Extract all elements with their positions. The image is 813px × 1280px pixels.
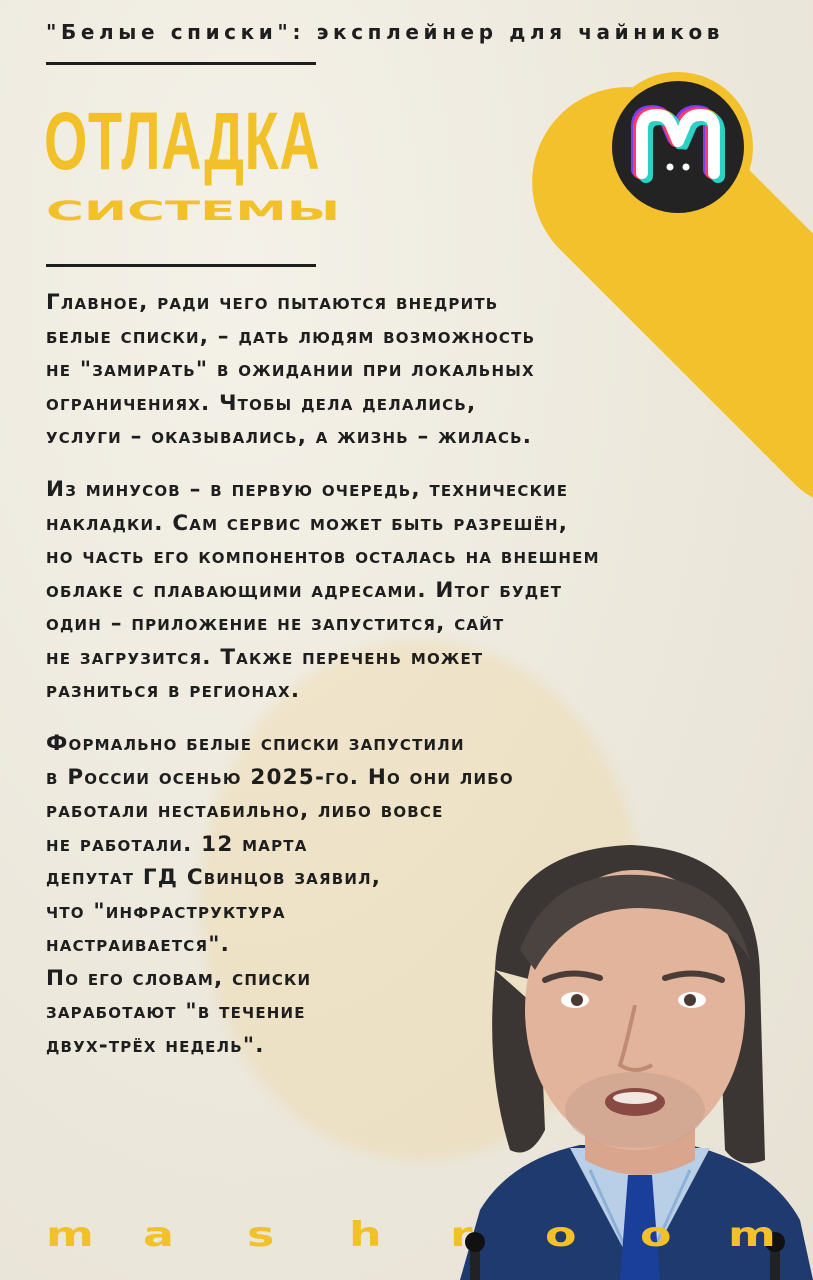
text-line: Главное, ради чего пытаются внедрить bbox=[46, 290, 499, 315]
text-line: разниться в регионах. bbox=[46, 678, 301, 703]
footer-letter: m bbox=[728, 1215, 776, 1255]
footer-letter: o bbox=[545, 1215, 577, 1255]
text-line: ограничениях. Чтобы дела делались, bbox=[46, 390, 477, 416]
footer-letter: a bbox=[143, 1215, 174, 1255]
paragraph-1 bbox=[46, 286, 535, 454]
text-line: настраивается". bbox=[46, 932, 231, 957]
page-subtitle: СИСТЕМЫ bbox=[46, 195, 341, 228]
person-photo bbox=[440, 830, 813, 1280]
text-line: но часть его компонентов осталась на внешнем bbox=[46, 544, 600, 569]
text-line: в России осенью 2025-го. Но они либо bbox=[46, 764, 514, 790]
mash-logo bbox=[612, 81, 744, 213]
page-title: ОТЛАДКА bbox=[44, 96, 321, 187]
text-line: что "инфраструктура bbox=[46, 898, 286, 924]
paragraph-2 bbox=[46, 473, 600, 708]
text-line: услуги – оказывались, а жизнь – жилась. bbox=[46, 424, 533, 449]
footer-letter: h bbox=[349, 1215, 382, 1255]
text-line: Формально белые списки запустили bbox=[46, 731, 465, 756]
text-line: не загрузится. Также перечень может bbox=[46, 644, 484, 670]
mash-m-logo-icon bbox=[612, 81, 744, 213]
text-line: белые списки, – дать людям возможность bbox=[46, 323, 536, 349]
footer-letter: m bbox=[46, 1215, 94, 1255]
kicker-heading: "Белые списки": эксплейнер для чайников bbox=[46, 20, 725, 44]
text-line: облаке с плавающими адресами. Итог будет bbox=[46, 577, 563, 603]
text-line: двух-трёх недель". bbox=[46, 1032, 265, 1058]
text-line: депутат ГД Свинцов заявил, bbox=[46, 865, 382, 890]
text-line: работали нестабильно, либо вовсе bbox=[46, 798, 444, 823]
text-line: заработают "в течение bbox=[46, 999, 306, 1024]
text-line: не работали. 12 марта bbox=[46, 831, 308, 857]
top-divider bbox=[46, 62, 316, 65]
text-line: Из минусов – в первую очередь, технические bbox=[46, 477, 569, 502]
footer-letter: o bbox=[640, 1215, 672, 1255]
text-line: не "замирать" в ожидании при локальных bbox=[46, 357, 535, 382]
title-divider bbox=[46, 264, 316, 267]
footer-letter: s bbox=[247, 1215, 275, 1255]
text-line: один – приложение не запустится, сайт bbox=[46, 611, 505, 636]
brand-footer bbox=[0, 1215, 813, 1265]
footer-letter: r bbox=[450, 1215, 473, 1255]
text-line: По его словам, списки bbox=[46, 965, 312, 991]
text-line: накладки. Сам сервис может быть разрешён, bbox=[46, 510, 569, 536]
